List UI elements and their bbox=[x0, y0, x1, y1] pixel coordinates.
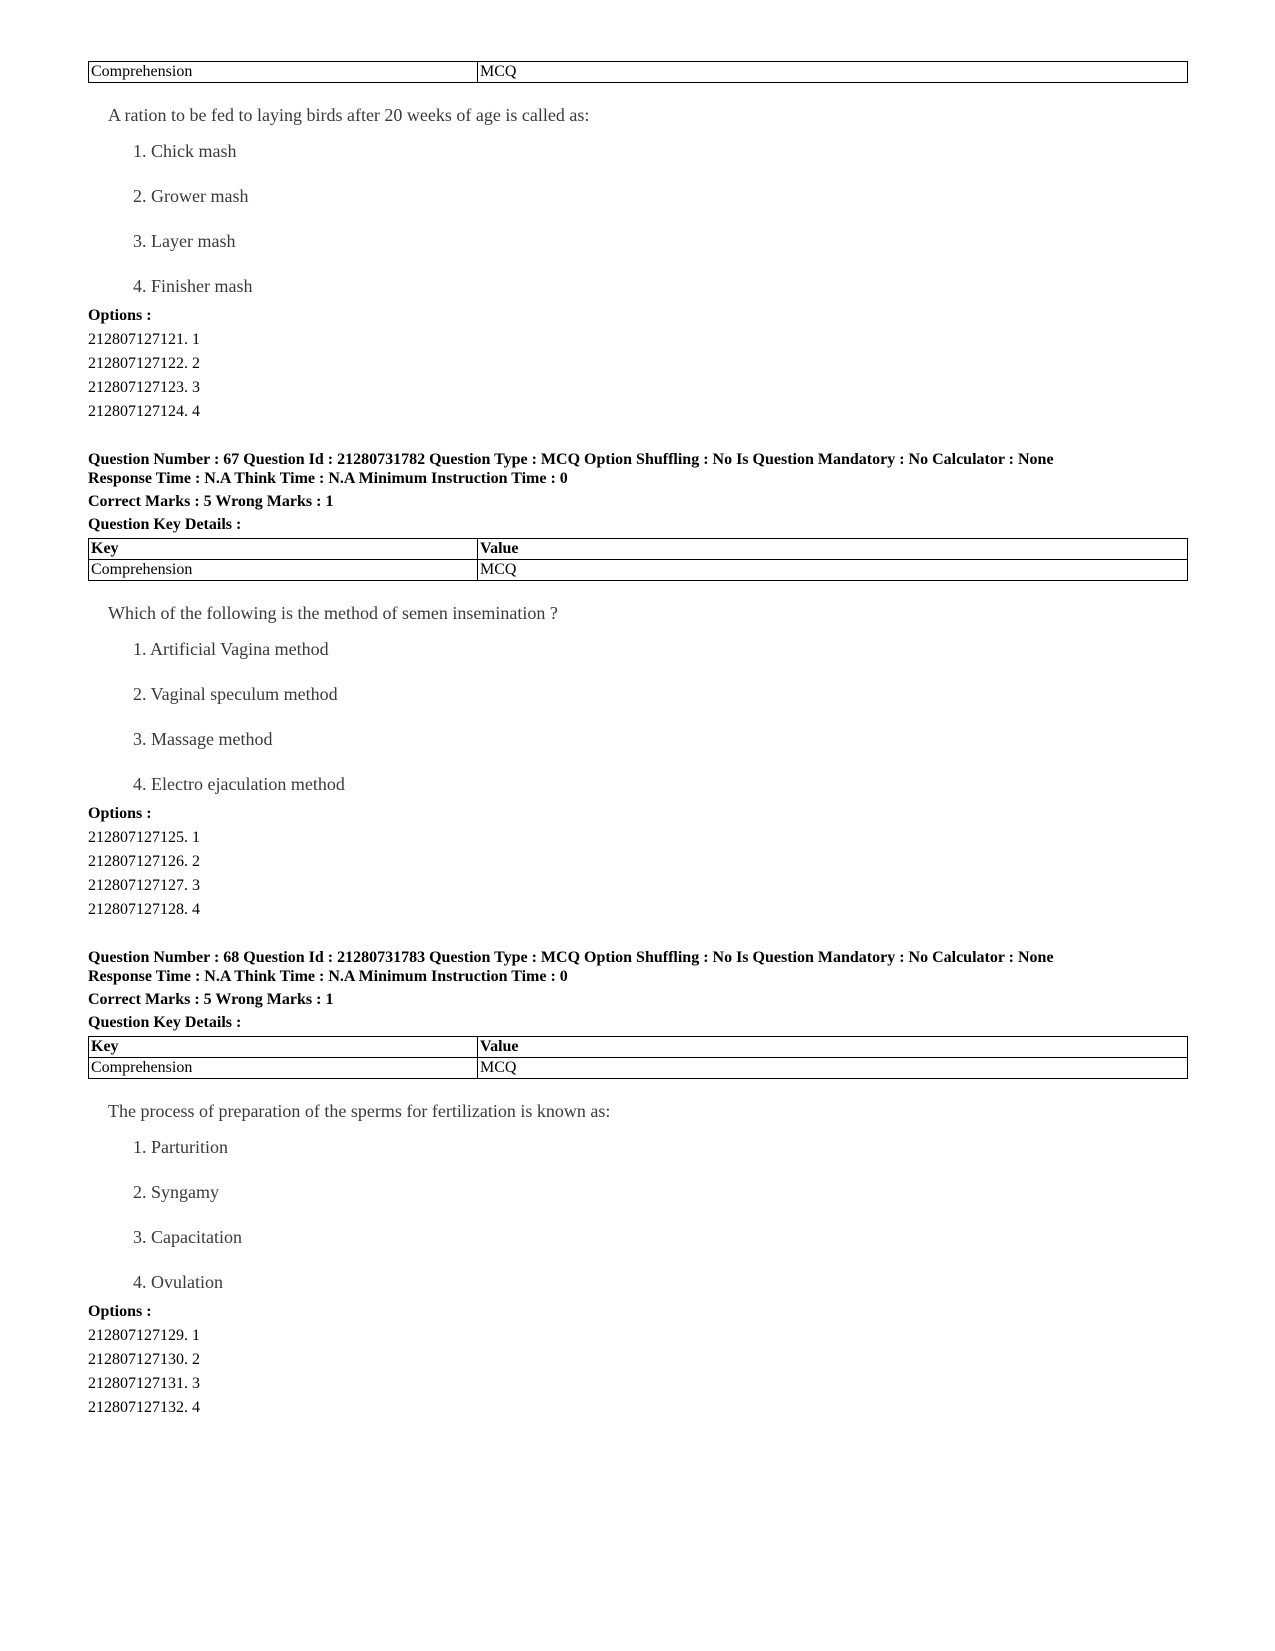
option-id: 212807127121. 1 bbox=[88, 331, 200, 348]
question-key-table bbox=[88, 61, 1188, 83]
option-id: 212807127125. 1 bbox=[88, 829, 200, 846]
table-row bbox=[89, 1058, 1188, 1079]
choice-item: 2. Vaginal speculum method bbox=[133, 684, 338, 704]
option-id: 212807127123. 3 bbox=[88, 379, 200, 396]
question-key-table bbox=[88, 538, 1188, 581]
key-header: Key bbox=[89, 539, 478, 560]
question-section-68 bbox=[88, 948, 1188, 1420]
value-header: Value bbox=[478, 1037, 1188, 1058]
table-header-row bbox=[89, 539, 1188, 560]
question-image bbox=[108, 1079, 1188, 1298]
option-id: 212807127127. 3 bbox=[88, 877, 200, 894]
choice-item: 4. Ovulation bbox=[133, 1272, 223, 1292]
question-image bbox=[108, 581, 1188, 800]
choice-item: 4. Finisher mash bbox=[133, 276, 253, 296]
value-cell: MCQ bbox=[478, 62, 1188, 83]
value-header: Value bbox=[478, 539, 1188, 560]
choice-item: 1. Artificial Vagina method bbox=[133, 639, 329, 659]
question-stem: Which of the following is the method of semen insemination ? bbox=[108, 603, 558, 623]
question-key-table bbox=[88, 1036, 1188, 1079]
question-meta-line: Question Number : 67 Question Id : 21280731782 Question Type : MCQ Option Shuffling : No Is Question Mandatory : No Calculator : None bbox=[88, 451, 1054, 468]
value-cell: MCQ bbox=[478, 560, 1188, 581]
question-meta bbox=[88, 948, 1188, 1032]
key-details-label: Question Key Details : bbox=[88, 1014, 242, 1031]
choice-item: 2. Grower mash bbox=[133, 186, 249, 206]
option-id: 212807127131. 3 bbox=[88, 1375, 200, 1392]
option-id: 212807127122. 2 bbox=[88, 355, 200, 372]
question-meta-line: Response Time : N.A Think Time : N.A Minimum Instruction Time : 0 bbox=[88, 968, 568, 985]
question-section-67 bbox=[88, 450, 1188, 922]
value-cell: MCQ bbox=[478, 1058, 1188, 1079]
option-id: 212807127130. 2 bbox=[88, 1351, 200, 1368]
option-id: 212807127126. 2 bbox=[88, 853, 200, 870]
options-label: Options : bbox=[88, 1303, 152, 1320]
question-image bbox=[108, 83, 1188, 302]
choice-item: 4. Electro ejaculation method bbox=[133, 774, 345, 794]
choice-item: 3. Capacitation bbox=[133, 1227, 242, 1247]
marks-line: Correct Marks : 5 Wrong Marks : 1 bbox=[88, 493, 334, 510]
option-id: 212807127128. 4 bbox=[88, 901, 200, 918]
table-row bbox=[89, 62, 1188, 83]
key-cell: Comprehension bbox=[89, 62, 478, 83]
question-stem: The process of preparation of the sperms for fertilization is known as: bbox=[108, 1101, 611, 1121]
options-list bbox=[88, 1300, 1188, 1420]
option-id: 212807127132. 4 bbox=[88, 1399, 200, 1416]
key-cell: Comprehension bbox=[89, 560, 478, 581]
options-label: Options : bbox=[88, 307, 152, 324]
marks-line: Correct Marks : 5 Wrong Marks : 1 bbox=[88, 991, 334, 1008]
options-label: Options : bbox=[88, 805, 152, 822]
key-cell: Comprehension bbox=[89, 1058, 478, 1079]
choice-item: 3. Layer mash bbox=[133, 231, 236, 251]
table-header-row bbox=[89, 1037, 1188, 1058]
key-header: Key bbox=[89, 1037, 478, 1058]
choice-item: 2. Syngamy bbox=[133, 1182, 220, 1202]
table-row bbox=[89, 560, 1188, 581]
document-page bbox=[88, 61, 1188, 1420]
question-meta-line: Response Time : N.A Think Time : N.A Minimum Instruction Time : 0 bbox=[88, 470, 568, 487]
question-meta-line: Question Number : 68 Question Id : 21280731783 Question Type : MCQ Option Shuffling : No Is Question Mandatory : No Calculator : None bbox=[88, 949, 1054, 966]
option-id: 212807127124. 4 bbox=[88, 403, 200, 420]
key-details-label: Question Key Details : bbox=[88, 516, 242, 533]
choice-item: 3. Massage method bbox=[133, 729, 273, 749]
question-meta bbox=[88, 450, 1188, 534]
choice-item: 1. Parturition bbox=[133, 1137, 228, 1157]
choice-item: 1. Chick mash bbox=[133, 141, 237, 161]
question-stem: A ration to be fed to laying birds after 20 weeks of age is called as: bbox=[108, 105, 590, 125]
option-id: 212807127129. 1 bbox=[88, 1327, 200, 1344]
options-list bbox=[88, 304, 1188, 424]
options-list bbox=[88, 802, 1188, 922]
